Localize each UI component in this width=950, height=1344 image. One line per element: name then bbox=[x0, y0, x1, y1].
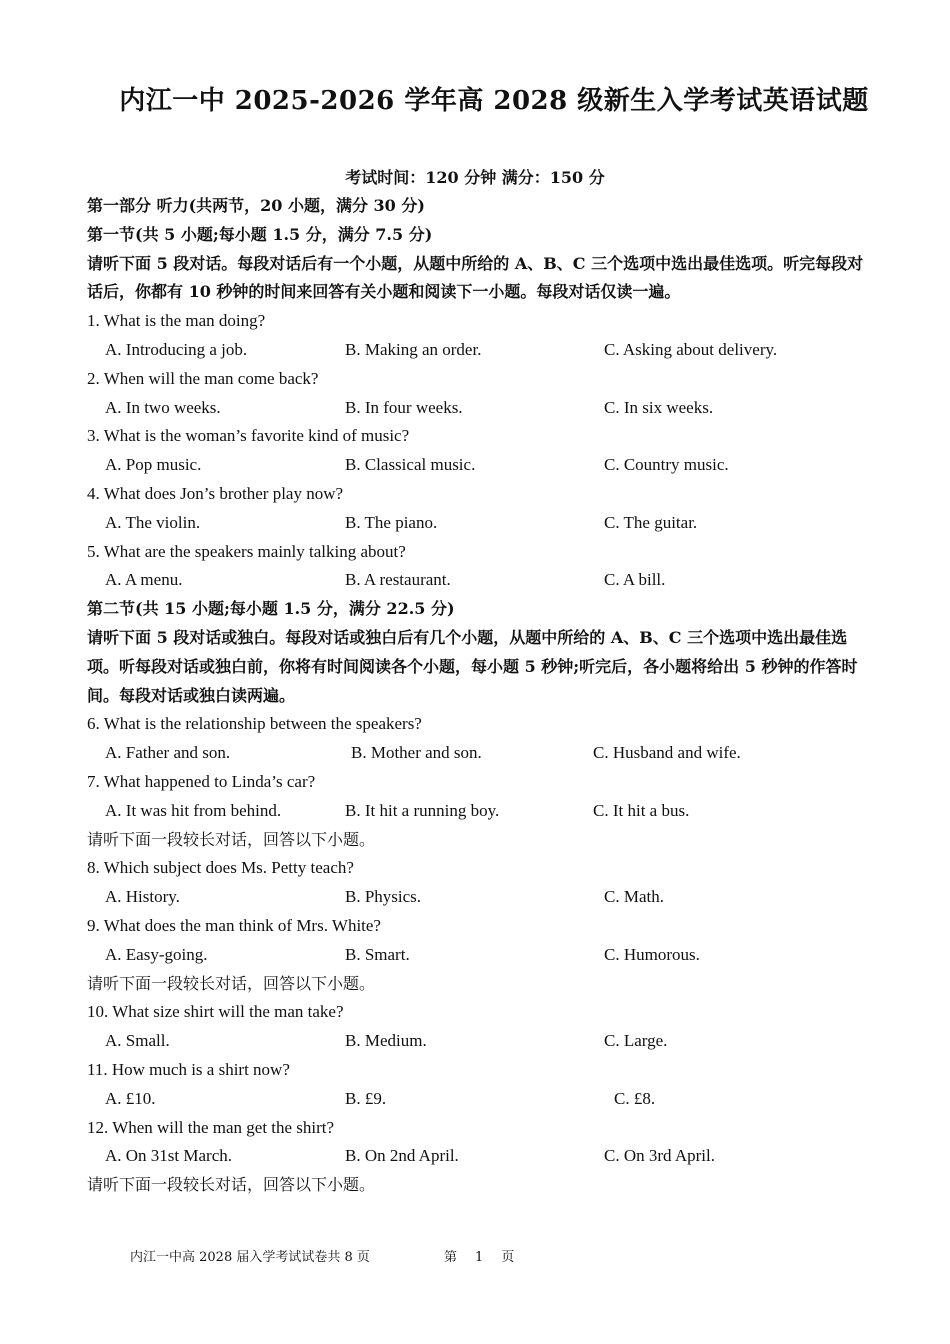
long-dialogue-note: 请听下面一段较长对话，回答以下小题。 bbox=[87, 1175, 376, 1195]
option-c: C. Humorous. bbox=[604, 944, 700, 964]
option-b: B. Medium. bbox=[345, 1031, 427, 1051]
question-12-options bbox=[87, 1142, 872, 1171]
section2-instructions: 请听下面 5 段对话或独白。每段对话或独白后有几个小题，从题中所给的 A、B、C 三个选项中选出最佳选项。听每段对话或独白前，你将有时间阅读各个小题，每小题 5 秒钟;听完后，各小题将给出 5 秒钟的作答时间。每段对话或独白读两遍。 bbox=[87, 627, 858, 705]
exam-info: 考试时间：120 分钟 满分：150 分 bbox=[345, 168, 605, 187]
footer-page-number bbox=[444, 1246, 532, 1265]
option-c: C. It hit a bus. bbox=[593, 800, 690, 820]
option-a: A. A menu. bbox=[105, 570, 183, 590]
option-b: B. It hit a running boy. bbox=[345, 800, 500, 820]
option-c: C. Math. bbox=[604, 887, 664, 907]
option-a: A. £10. bbox=[105, 1088, 156, 1108]
section1-heading: 第一节(共 5 小题;每小题 1.5 分，满分 7.5 分) bbox=[87, 224, 433, 244]
option-b: B. Mother and son. bbox=[351, 743, 482, 763]
long-dialogue-note: 请听下面一段较长对话，回答以下小题。 bbox=[87, 973, 376, 993]
option-b: B. In four weeks. bbox=[345, 397, 463, 417]
option-a: A. Small. bbox=[105, 1031, 170, 1051]
option-b: B. The piano. bbox=[345, 512, 438, 532]
question-9-options bbox=[87, 941, 872, 970]
question-4: 4. What does Jon’s brother play now? bbox=[87, 483, 344, 503]
option-b: B. Making an order. bbox=[345, 339, 482, 359]
question-1: 1. What is the man doing? bbox=[87, 311, 266, 331]
option-a: A. History. bbox=[105, 887, 180, 907]
question-4-options bbox=[87, 509, 872, 538]
question-12: 12. When will the man get the shirt? bbox=[87, 1117, 335, 1137]
option-c: C. Asking about delivery. bbox=[604, 339, 778, 359]
option-c: C. In six weeks. bbox=[604, 397, 714, 417]
option-b: B. £9. bbox=[345, 1088, 387, 1108]
option-a: A. It was hit from behind. bbox=[105, 800, 282, 820]
question-8-options bbox=[87, 883, 872, 912]
question-10: 10. What size shirt will the man take? bbox=[87, 1002, 344, 1022]
option-b: B. Classical music. bbox=[345, 455, 476, 475]
question-7: 7. What happened to Linda’s car? bbox=[87, 771, 316, 791]
option-b: B. Smart. bbox=[345, 944, 410, 964]
option-c: C. Country music. bbox=[604, 455, 729, 475]
option-c: C. The guitar. bbox=[604, 512, 698, 532]
option-c: C. Large. bbox=[604, 1031, 668, 1051]
option-a: A. In two weeks. bbox=[105, 397, 221, 417]
option-b: B. Physics. bbox=[345, 887, 422, 907]
option-c: C. On 3rd April. bbox=[604, 1146, 715, 1166]
option-a: A. Easy-going. bbox=[105, 944, 208, 964]
page-number: 1 bbox=[475, 1250, 484, 1265]
option-a: A. On 31st March. bbox=[105, 1146, 233, 1166]
exam-title: 内江一中 2025-2026 学年高 2028 级新生入学考试英语试题 bbox=[119, 86, 869, 116]
question-3-options bbox=[87, 451, 872, 480]
page-suffix: 页 bbox=[501, 1250, 515, 1265]
option-b: B. On 2nd April. bbox=[345, 1146, 459, 1166]
section1-instructions: 请听下面 5 段对话。每段对话后有一个小题，从题中所给的 A、B、C 三个选项中选出最佳选项。听完每段对话后，你都有 10 秒钟的时间来回答有关小题和阅读下一小题。每段对话仅读一遍。 bbox=[87, 253, 864, 302]
question-5-options bbox=[87, 566, 872, 595]
question-6-options bbox=[87, 739, 872, 768]
question-1-options bbox=[87, 336, 872, 365]
long-dialogue-note: 请听下面一段较长对话，回答以下小题。 bbox=[87, 829, 376, 849]
question-9: 9. What does the man think of Mrs. White? bbox=[87, 915, 381, 935]
part1-heading: 第一部分 听力(共两节，20 小题，满分 30 分) bbox=[87, 196, 425, 215]
exam-body bbox=[87, 192, 872, 1200]
section2-heading: 第二节(共 15 小题;每小题 1.5 分，满分 22.5 分) bbox=[87, 599, 455, 619]
option-a: A. Pop music. bbox=[105, 455, 202, 475]
option-c: C. £8. bbox=[614, 1088, 656, 1108]
option-a: A. Introducing a job. bbox=[105, 339, 248, 359]
question-8: 8. Which subject does Ms. Petty teach? bbox=[87, 858, 354, 878]
question-11: 11. How much is a shirt now? bbox=[87, 1059, 290, 1079]
option-c: C. Husband and wife. bbox=[593, 743, 741, 763]
footer-note: 内江一中高 2028 届入学考试试卷共 8 页 bbox=[130, 1250, 370, 1265]
question-10-options bbox=[87, 1027, 872, 1056]
option-a: A. Father and son. bbox=[105, 743, 231, 763]
question-5: 5. What are the speakers mainly talking about? bbox=[87, 541, 406, 561]
question-3: 3. What is the woman’s favorite kind of music? bbox=[87, 426, 410, 446]
page-prefix: 第 bbox=[444, 1250, 458, 1265]
question-7-options bbox=[87, 797, 872, 826]
question-6: 6. What is the relationship between the speakers? bbox=[87, 714, 422, 734]
option-c: C. A bill. bbox=[604, 570, 666, 590]
question-2-options bbox=[87, 394, 872, 423]
option-b: B. A restaurant. bbox=[345, 570, 451, 590]
option-a: A. The violin. bbox=[105, 512, 201, 532]
question-11-options bbox=[87, 1085, 872, 1114]
question-2: 2. When will the man come back? bbox=[87, 368, 319, 388]
